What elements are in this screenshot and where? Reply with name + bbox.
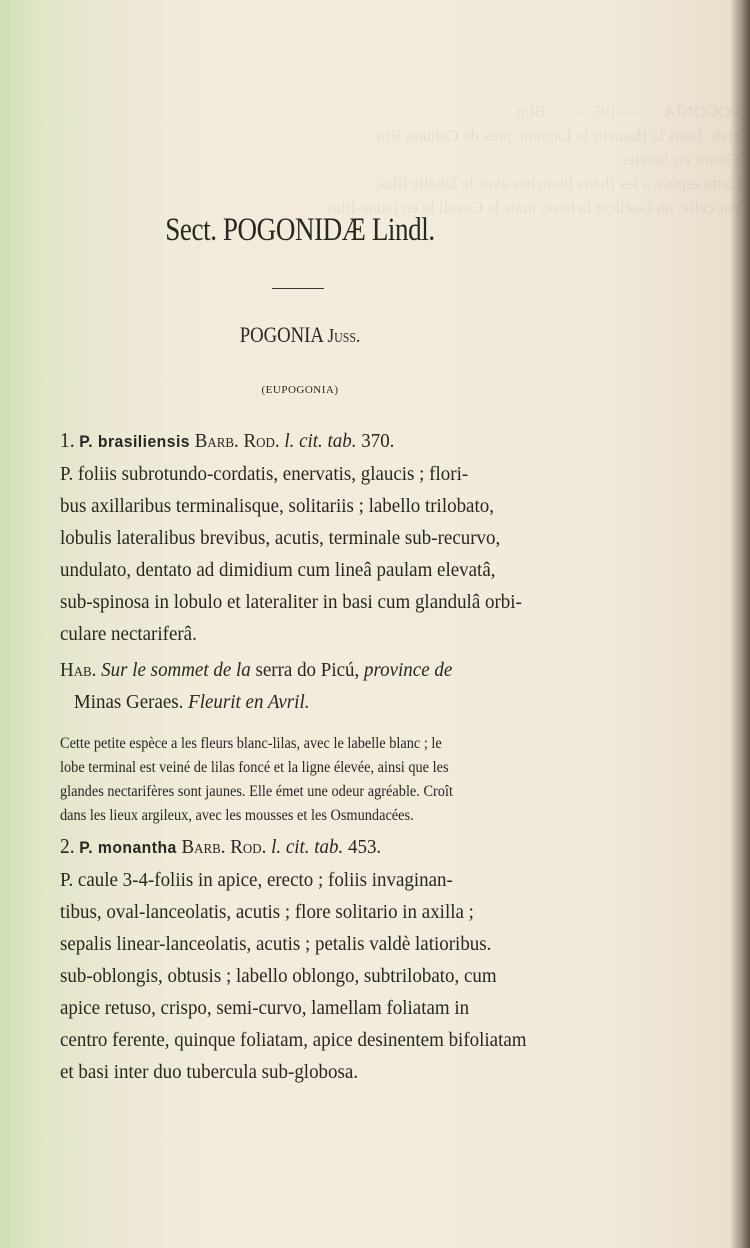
species-2-description-line: apice retuso, crispo, semi-curvo, lamellam foliatam in xyxy=(60,997,470,1019)
species-2-description-line: et basi inter duo tubercula sub-globosa. xyxy=(60,1061,359,1083)
note-line: glandes nectarifères sont jaunes. Elle émet une odeur agréable. Croît xyxy=(60,783,453,800)
species-2-description-line: centro ferente, quinque foliatam, apice desinentem bifoliatam xyxy=(60,1029,527,1051)
genus-name: POGONIA xyxy=(239,322,323,347)
section-title: Sect. POGONIDÆ Lindl. xyxy=(165,212,435,248)
species-2-description-line: tibus, oval-lanceolatis, acutis ; flore solitario in axilla ; xyxy=(60,901,474,923)
species-1-description-line: culare nectariferâ. xyxy=(60,623,197,645)
subgenus-label: (EUPOGONIA) xyxy=(261,384,339,396)
species-1-description-line: undulato, dentato ad dimidium cum lineâ paulam elevatâ, xyxy=(60,559,496,581)
species-1-description-line: lobulis lateralibus brevibus, acutis, terminale sub-recurvo, xyxy=(60,527,501,549)
species-1-description-line: sub-spinosa in lobulo et lateraliter in basi cum glandulâ orbi- xyxy=(60,591,522,613)
species-1-description-line: bus axillaribus terminalisque, solitariis ; labello trilobato, xyxy=(60,495,494,517)
species-1-habitat-line: Minas Geraes. Fleurit en Avril. xyxy=(73,691,310,713)
species-1-heading: 1. P. brasiliensis Barb. Rod. l. cit. tab. 370. xyxy=(60,428,395,452)
species-2-heading: 2. P. monantha Barb. Rod. l. cit. tab. 453. xyxy=(60,834,382,858)
species-1-name: P. brasiliensis xyxy=(79,432,190,451)
show-through-text: POGONIA — 195 — Bhg. Hab. Dans la Hauteur la Lagoon, près de Cahum, Rio Fleurit en Janvier. Cette espèce a les fleurs blanches avec le labelle lilas, par celle, on Gaélicet la base, mais la Cavall le en jaune-lilas xyxy=(326,102,740,217)
title-divider xyxy=(272,288,324,289)
species-1-description-line: P. foliis subrotundo-cordatis, enervatis, glaucis ; flori- xyxy=(60,463,469,485)
genus-heading xyxy=(45,322,555,348)
species-1-note xyxy=(60,732,568,828)
species-2-name: P. monantha xyxy=(79,838,177,857)
species-2-entry xyxy=(60,830,568,1088)
note-line: lobe terminal est veiné de lilas foncé et la ligne élevée, ainsi que les xyxy=(60,759,449,776)
note-line: Cette petite espèce a les fleurs blanc-lilas, avec le labelle blanc ; le xyxy=(60,735,442,752)
note-line: dans les lieux argileux, avec les mousses et les Osmundacées. xyxy=(60,807,414,824)
genus-author: Juss. xyxy=(327,325,361,347)
species-2-description-line: sepalis linear-lanceolatis, acutis ; petalis valdè latioribus. xyxy=(60,933,492,955)
species-1-entry xyxy=(60,424,568,828)
species-2-description-line: P. caule 3-4-foliis in apice, erecto ; foliis invaginan- xyxy=(60,869,453,891)
species-1-habitat-line: Hab. Sur le sommet de la serra do Picú, province de xyxy=(60,659,453,681)
species-2-description-line: sub-oblongis, obtusis ; labello oblongo, subtrilobato, cum xyxy=(60,965,497,987)
